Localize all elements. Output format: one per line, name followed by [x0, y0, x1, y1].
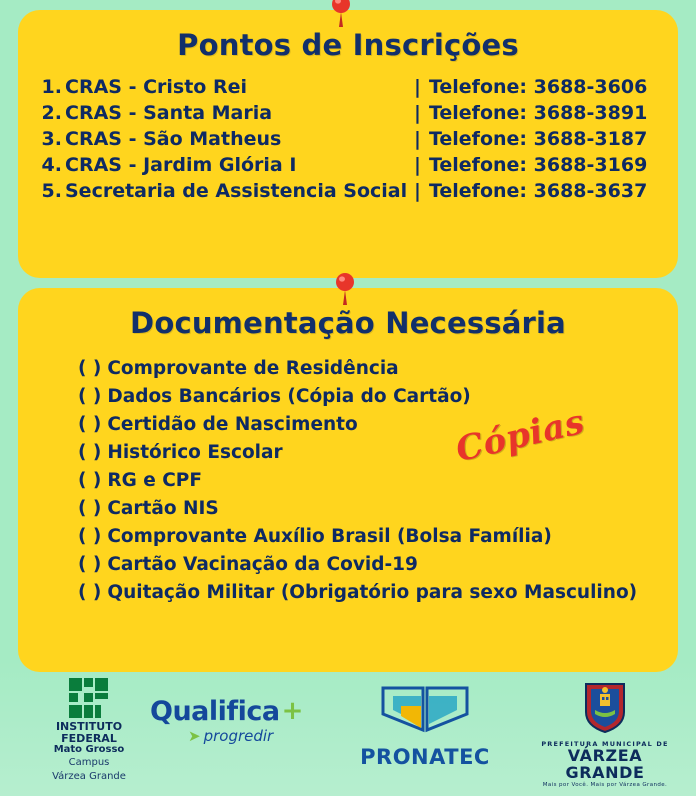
enrollment-row — [40, 100, 656, 126]
enrollment-row — [40, 152, 656, 178]
document-label: Cartão Vacinação da Covid-19 — [107, 553, 418, 575]
phone-label: Telefone: — [428, 76, 528, 98]
document-item — [40, 578, 656, 606]
enrollment-row — [40, 126, 656, 152]
enrollment-location: CRAS - São Matheus — [65, 128, 282, 150]
checkbox-glyph: ( ) — [78, 581, 102, 603]
plus-icon: + — [281, 696, 303, 726]
if-state: Mato Grosso — [53, 744, 125, 756]
checkbox-glyph: ( ) — [78, 413, 102, 435]
checkbox-glyph: ( ) — [78, 553, 102, 575]
qualifica-sub: progredir — [203, 727, 274, 745]
enrollment-location: Secretaria de Assistencia Social — [65, 180, 408, 202]
document-item — [40, 466, 656, 494]
prefeitura-tagline: Mais por Você. Mais por Várzea Grande. — [542, 781, 668, 788]
separator: | — [414, 180, 421, 202]
if-line1: INSTITUTO — [55, 720, 123, 733]
phone-number: 3688-3637 — [533, 180, 648, 202]
phone-number: 3688-3187 — [533, 128, 648, 150]
prefeitura-small-label: PREFEITURA MUNICIPAL DE — [541, 740, 669, 748]
phone-label: Telefone: — [428, 180, 528, 202]
phone-number: 3688-3169 — [533, 154, 648, 176]
enrollment-row — [40, 178, 656, 204]
enrollment-row — [40, 74, 656, 100]
enrollment-phone — [414, 180, 656, 202]
instituto-federal-logo — [30, 678, 148, 782]
enrollment-card — [18, 10, 678, 278]
checkbox-glyph: ( ) — [78, 469, 102, 491]
phone-number: 3688-3606 — [533, 76, 648, 98]
enrollment-phone — [414, 128, 656, 150]
instituto-federal-mark-icon — [69, 678, 109, 718]
enrollment-number: 4. — [41, 154, 62, 176]
enrollment-location: CRAS - Cristo Rei — [65, 76, 247, 98]
enrollment-number: 2. — [41, 102, 62, 124]
document-label: Comprovante de Residência — [107, 357, 399, 379]
documents-title: Documentação Necessária — [130, 306, 566, 340]
enrollment-location: CRAS - Jardim Glória I — [65, 154, 297, 176]
prefeitura-logo — [530, 678, 680, 788]
document-item — [40, 550, 656, 578]
footer-logos — [0, 676, 696, 796]
checkbox-glyph: ( ) — [78, 441, 102, 463]
checkbox-glyph: ( ) — [78, 357, 102, 379]
checkbox-glyph: ( ) — [78, 385, 102, 407]
enrollment-title: Pontos de Inscrições — [177, 28, 519, 62]
if-campus-line1: Campus — [68, 757, 110, 769]
enrollment-phone — [414, 102, 656, 124]
pronatec-name: PRONATEC — [360, 745, 490, 769]
separator: | — [414, 154, 421, 176]
enrollment-phone — [414, 154, 656, 176]
document-label: Quitação Militar (Obrigatório para sexo Masculino) — [107, 581, 638, 603]
phone-label: Telefone: — [428, 154, 528, 176]
document-item — [40, 354, 656, 382]
document-label: Comprovante Auxílio Brasil (Bolsa Família) — [107, 525, 552, 547]
document-label: Cartão NIS — [107, 497, 219, 519]
separator: | — [414, 102, 421, 124]
if-line2: FEDERAL — [61, 731, 117, 745]
separator: | — [414, 128, 421, 150]
pushpin-icon — [328, 0, 354, 28]
phone-label: Telefone: — [428, 128, 528, 150]
document-item — [40, 522, 656, 550]
checkbox-glyph: ( ) — [78, 525, 102, 547]
prefeitura-city: VÁRZEA GRANDE — [565, 746, 645, 782]
enrollment-location: CRAS - Santa Maria — [65, 102, 273, 124]
document-item — [40, 494, 656, 522]
phone-number: 3688-3891 — [533, 102, 648, 124]
pronatec-logo — [330, 684, 520, 769]
copias-stamp: Cópias — [452, 401, 589, 471]
enrollment-phone — [414, 76, 656, 98]
enrollment-number: 3. — [41, 128, 62, 150]
checkbox-glyph: ( ) — [78, 497, 102, 519]
enrollment-number: 1. — [41, 76, 62, 98]
document-label: Dados Bancários (Cópia do Cartão) — [107, 385, 471, 407]
separator: | — [414, 76, 421, 98]
qualifica-name: Qualifica — [150, 696, 280, 727]
document-label: RG e CPF — [107, 469, 202, 491]
pushpin-icon — [332, 272, 358, 306]
enrollment-number: 5. — [41, 180, 62, 202]
documents-card — [18, 288, 678, 672]
coat-of-arms-icon — [582, 678, 628, 734]
phone-label: Telefone: — [428, 102, 528, 124]
if-campus-line2: Várzea Grande — [52, 770, 126, 782]
pronatec-book-icon — [365, 684, 485, 742]
document-label: Histórico Escolar — [107, 441, 283, 463]
qualifica-logo — [150, 698, 310, 745]
arrow-icon: ➤ — [188, 727, 201, 745]
document-label: Certidão de Nascimento — [107, 413, 358, 435]
